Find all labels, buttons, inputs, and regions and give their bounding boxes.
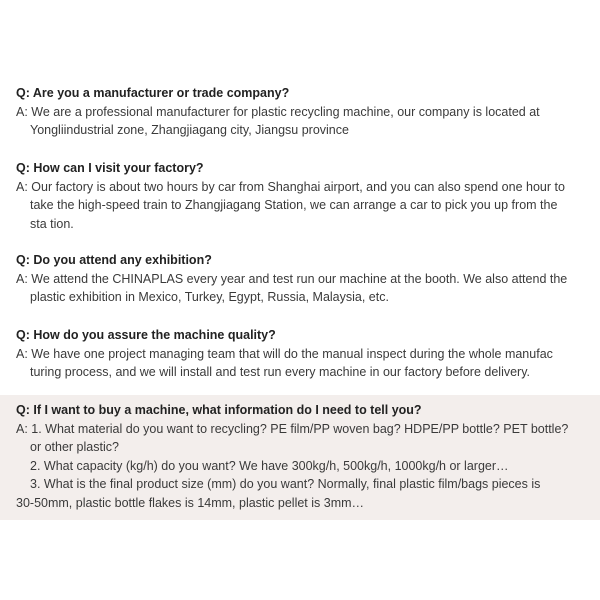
faq-question: Q: If I want to buy a machine, what information do I need to tell you?	[16, 403, 422, 417]
faq-item-exhibition	[0, 251, 600, 307]
faq-question: Q: Do you attend any exhibition?	[16, 253, 212, 267]
faq-question: Q: Are you a manufacturer or trade company?	[16, 86, 290, 100]
faq-answer-line: 30-50mm, plastic bottle flakes is 14mm, plastic pellet is 3mm…	[16, 495, 365, 510]
faq-item-buy-machine	[0, 395, 600, 520]
faq-item-quality	[0, 326, 600, 382]
faq-question: Q: How can I visit your factory?	[16, 161, 204, 175]
faq-answer-line: take the high-speed train to Zhangjiagang Station, we can arrange a car to pick you up from the	[30, 198, 558, 212]
faq-answer-line: A: We have one project managing team that will do the manual inspect during the whole manufac	[16, 346, 553, 361]
faq-answer-line: A: We are a professional manufacturer for plastic recycling machine, our company is located at	[16, 104, 540, 119]
faq-answer-line: or other plastic?	[30, 440, 119, 454]
faq-answer-line: 2. What capacity (kg/h) do you want? We have 300kg/h, 500kg/h, 1000kg/h or larger…	[30, 458, 509, 473]
faq-item-visit-factory	[0, 159, 600, 233]
faq-answer-line: 3. What is the final product size (mm) do you want? Normally, final plastic film/bags pieces is	[30, 477, 541, 491]
faq-answer-line: sta tion.	[30, 216, 74, 231]
faq-answer-line: A: Our factory is about two hours by car from Shanghai airport, and you can also spend one hour to	[16, 179, 565, 194]
faq-answer-line: turing process, and we will install and test run every machine in our factory before delivery.	[30, 365, 531, 379]
faq-question: Q: How do you assure the machine quality?	[16, 328, 276, 342]
faq-answer-line: A: 1. What material do you want to recycling? PE film/PP woven bag? HDPE/PP bottle? PET bottle?	[16, 421, 569, 436]
faq-answer-line: A: We attend the CHINAPLAS every year and test run our machine at the booth. We also attend the	[16, 271, 568, 286]
faq-answer-line: plastic exhibition in Mexico, Turkey, Egypt, Russia, Malaysia, etc.	[30, 290, 389, 304]
faq-item-manufacturer	[0, 84, 600, 140]
faq-answer-line: Yongliindustrial zone, Zhangjiagang city, Jiangsu province	[30, 123, 349, 137]
